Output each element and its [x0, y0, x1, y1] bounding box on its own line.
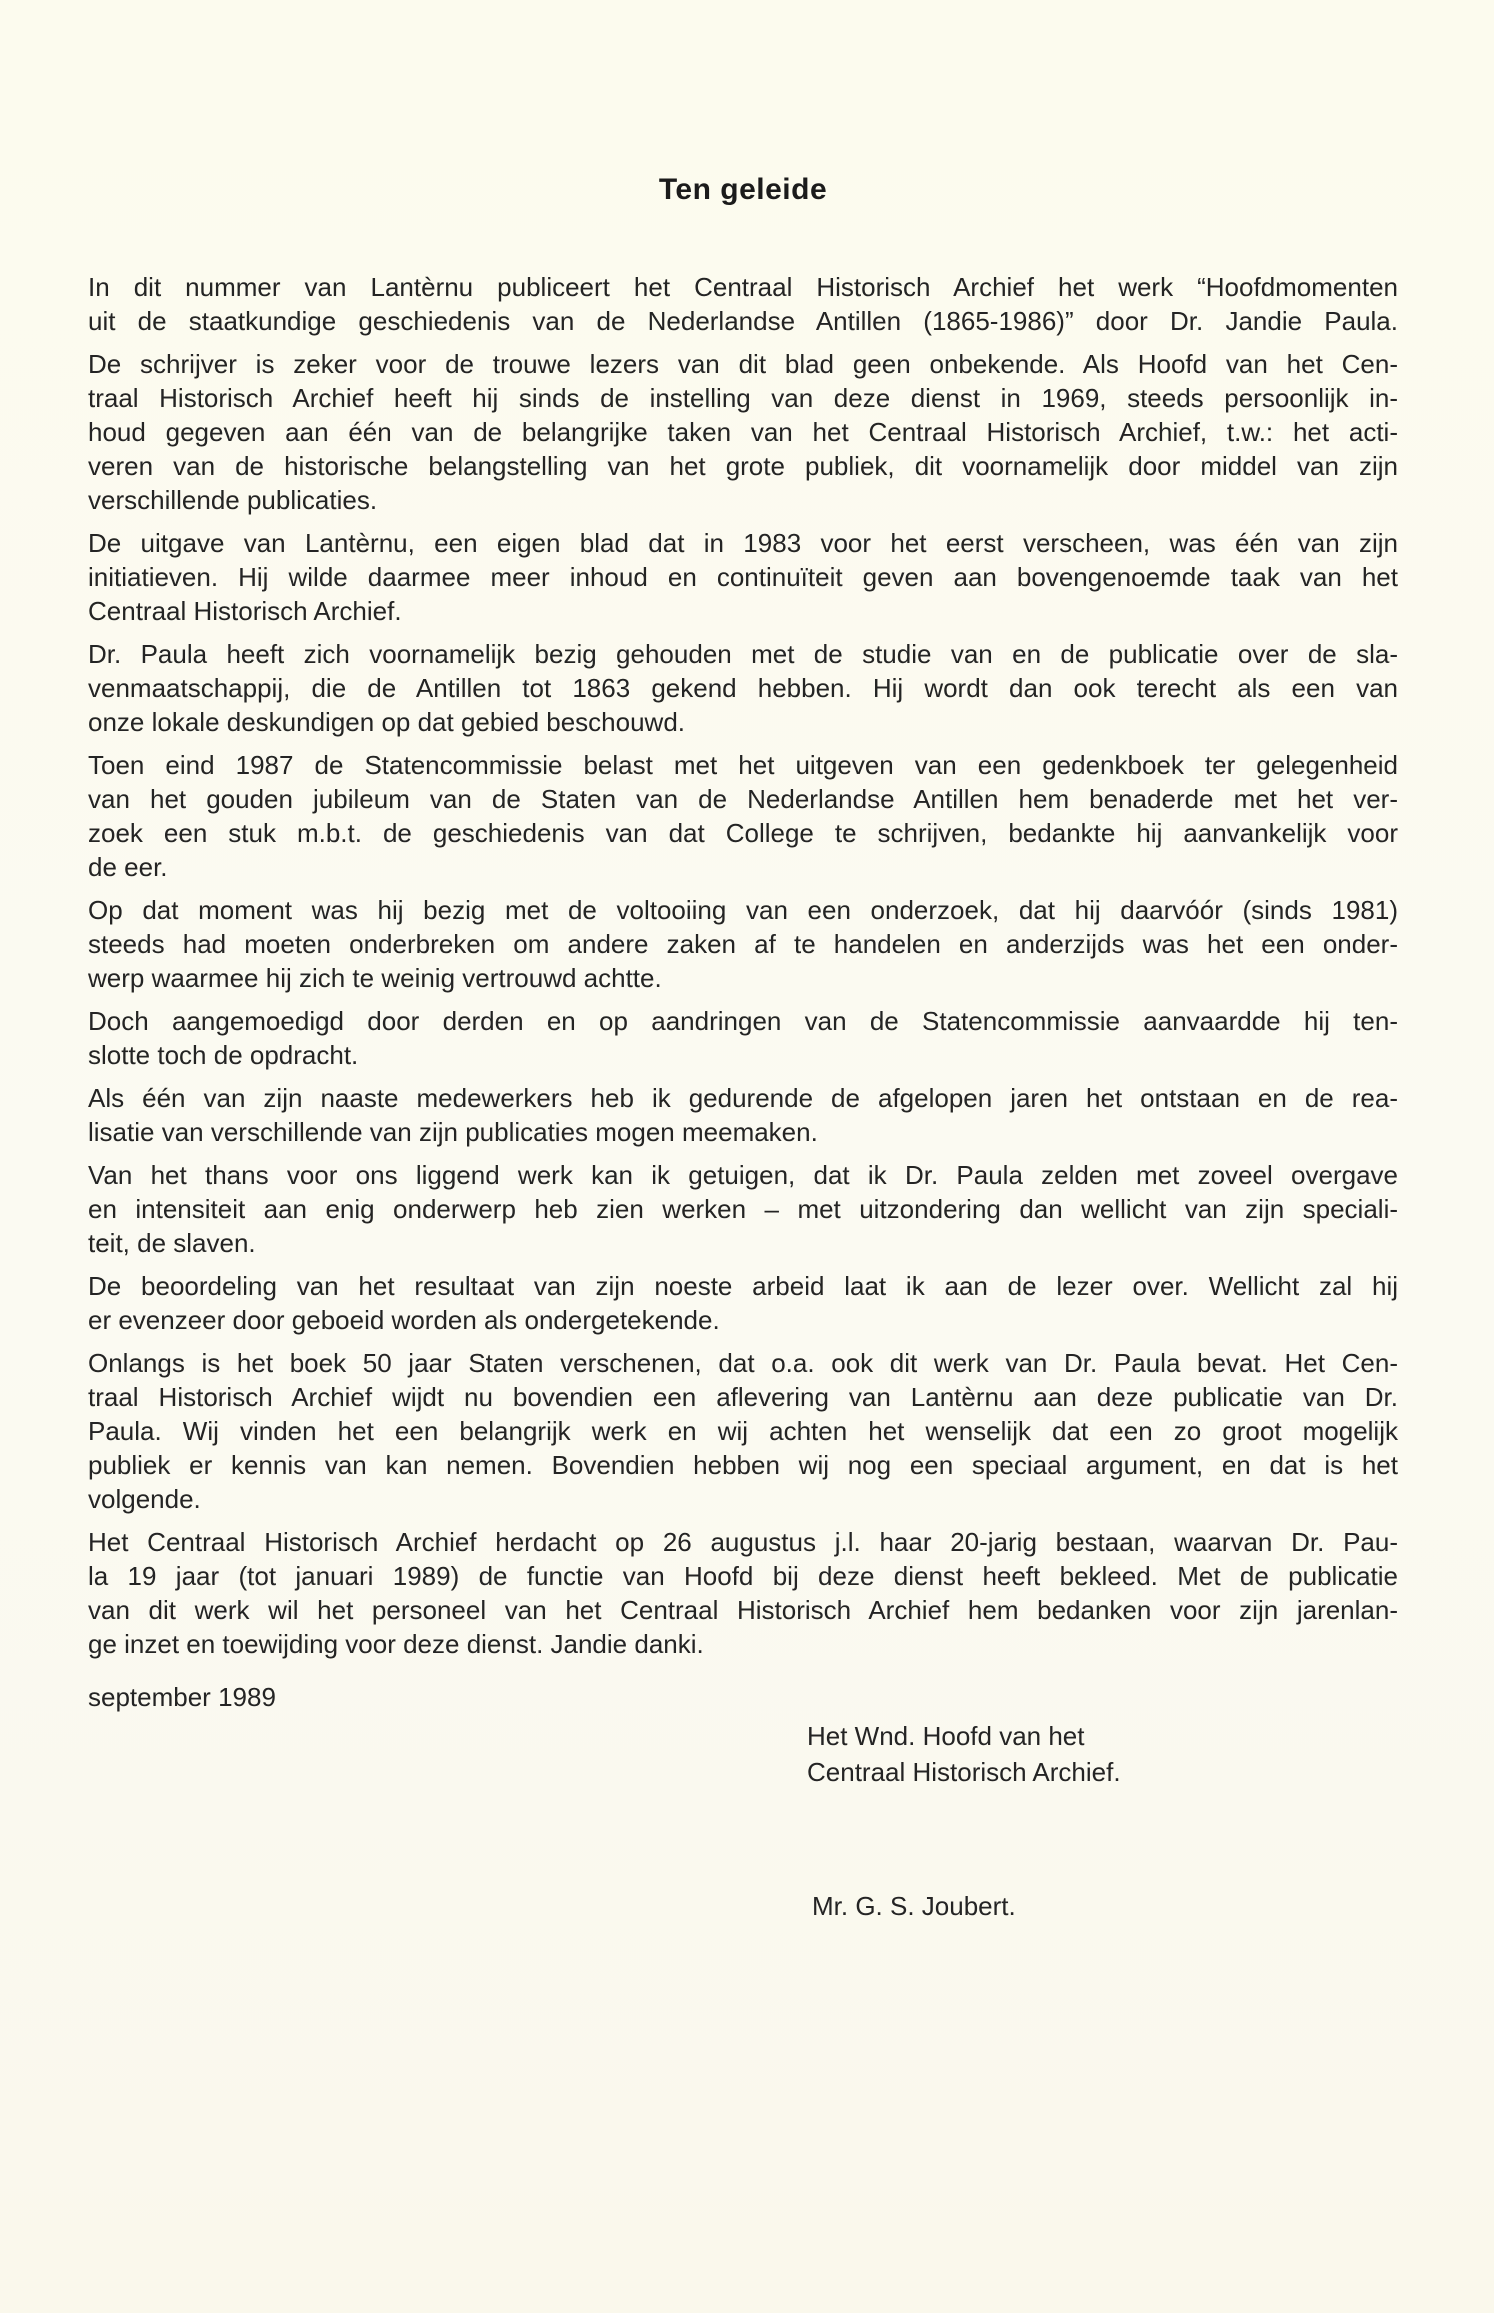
paragraph	[88, 526, 1398, 628]
text-line: la 19 jaar (tot januari 1989) de functie van Hoofd bij deze dienst heeft bekleed. Met de publicatie	[88, 1561, 1398, 1591]
text-line: publiek er kennis van kan nemen. Bovendien hebben wij nog een speciaal argument, en dat is het	[88, 1450, 1398, 1480]
text-line: onze lokale deskundigen op dat gebied beschouwd.	[88, 707, 686, 737]
text-line: In dit nummer van Lantèrnu publiceert het Centraal Historisch Archief het werk “Hoofdmomenten	[88, 272, 1398, 302]
text-line: uit de staatkundige geschiedenis van de Nederlandse Antillen (1865-1986)” door Dr. Jandie Paula.	[88, 306, 1398, 336]
paragraph	[88, 347, 1398, 517]
signature-role-block	[807, 1718, 1398, 1790]
text-line: Dr. Paula heeft zich voornamelijk bezig gehouden met de studie van en de publicatie over de sla-	[88, 639, 1398, 669]
text-line: houd gegeven aan één van de belangrijke taken van het Centraal Historisch Archief, t.w.: het acti-	[88, 417, 1398, 447]
paragraph	[88, 637, 1398, 739]
text-line: Onlangs is het boek 50 jaar Staten verschenen, dat o.a. ook dit werk van Dr. Paula bevat. Het Cen-	[88, 1348, 1398, 1378]
text-line: Toen eind 1987 de Statencommissie belast met het uitgeven van een gedenkboek ter gelegenheid	[88, 750, 1398, 780]
text-line: De schrijver is zeker voor de trouwe lezers van dit blad geen onbekende. Als Hoofd van het Cen-	[88, 349, 1398, 379]
text-line: Centraal Historisch Archief.	[88, 596, 402, 626]
document-body	[88, 270, 1398, 1661]
text-line: traal Historisch Archief heeft hij sinds de instelling van deze dienst in 1969, steeds persoonlijk in-	[88, 383, 1398, 413]
text-line: initiatieven. Hij wilde daarmee meer inhoud en continuïteit geven aan bovengenoemde taak van het	[88, 562, 1398, 592]
text-line: er evenzeer door geboeid worden als ondergetekende.	[88, 1305, 720, 1335]
text-line: werp waarmee hij zich te weinig vertrouwd achtte.	[88, 963, 662, 993]
paragraph	[88, 1269, 1398, 1337]
text-line: Het Centraal Historisch Archief herdacht op 26 augustus j.l. haar 20-jarig bestaan, waarvan Dr. Pau-	[88, 1527, 1398, 1557]
text-line: traal Historisch Archief wijdt nu bovendien een aflevering van Lantèrnu aan deze publicatie van Dr.	[88, 1382, 1398, 1412]
paragraph	[88, 1004, 1398, 1072]
paragraph	[88, 1525, 1398, 1661]
paragraph	[88, 893, 1398, 995]
text-line: van het gouden jubileum van de Staten van de Nederlandse Antillen hem benaderde met het ver-	[88, 784, 1398, 814]
text-line: Als één van zijn naaste medewerkers heb ik gedurende de afgelopen jaren het ontstaan en de rea-	[88, 1083, 1398, 1113]
text-line: Doch aangemoedigd door derden en op aandringen van de Statencommissie aanvaardde hij ten-	[88, 1006, 1398, 1036]
text-line: lisatie van verschillende van zijn publicaties mogen meemaken.	[88, 1117, 818, 1147]
text-line: Van het thans voor ons liggend werk kan ik getuigen, dat ik Dr. Paula zelden met zoveel overgave	[88, 1160, 1398, 1190]
text-line: steeds had moeten onderbreken om andere zaken af te handelen en anderzijds was het een onder-	[88, 929, 1398, 959]
paragraph	[88, 748, 1398, 884]
paragraph	[88, 270, 1398, 338]
paragraph	[88, 1346, 1398, 1516]
signature-name: Mr. G. S. Joubert.	[812, 1891, 1016, 1921]
text-line: De uitgave van Lantèrnu, een eigen blad dat in 1983 voor het eerst verscheen, was één van zijn	[88, 528, 1398, 558]
text-line: Op dat moment was hij bezig met de voltooiing van een onderzoek, dat hij daarvóór (sinds 1981)	[88, 895, 1398, 925]
text-line: veren van de historische belangstelling van het grote publiek, dit voornamelijk door middel van zijn	[88, 451, 1398, 481]
text-line: slotte toch de opdracht.	[88, 1040, 359, 1070]
date-line: september 1989	[88, 1682, 276, 1712]
signature-role-line: Centraal Historisch Archief.	[807, 1757, 1121, 1787]
text-line: venmaatschappij, die de Antillen tot 1863 gekend hebben. Hij wordt dan ook terecht als een van	[88, 673, 1398, 703]
text-line: Paula. Wij vinden het een belangrijk werk en wij achten het wenselijk dat een zo groot mogelijk	[88, 1416, 1398, 1446]
text-line: ge inzet en toewijding voor deze dienst. Jandie danki.	[88, 1629, 704, 1659]
text-line: volgende.	[88, 1484, 201, 1514]
text-line: van dit werk wil het personeel van het Centraal Historisch Archief hem bedanken voor zijn jarenlan-	[88, 1595, 1398, 1625]
text-line: en intensiteit aan enig onderwerp heb zien werken – met uitzondering dan wellicht van zijn speciali-	[88, 1194, 1398, 1224]
paragraph	[88, 1158, 1398, 1260]
page-title: Ten geleide	[658, 173, 828, 206]
text-line: teit, de slaven.	[88, 1228, 256, 1258]
text-line: zoek een stuk m.b.t. de geschiedenis van dat College te schrijven, bedankte hij aanvankelijk voor	[88, 818, 1398, 848]
text-line: verschillende publicaties.	[88, 485, 378, 515]
text-line: De beoordeling van het resultaat van zijn noeste arbeid laat ik aan de lezer over. Wellicht zal hij	[88, 1271, 1398, 1301]
paragraph	[88, 1081, 1398, 1149]
text-line: de eer.	[88, 852, 168, 882]
signature-role-line: Het Wnd. Hoofd van het	[807, 1721, 1085, 1751]
